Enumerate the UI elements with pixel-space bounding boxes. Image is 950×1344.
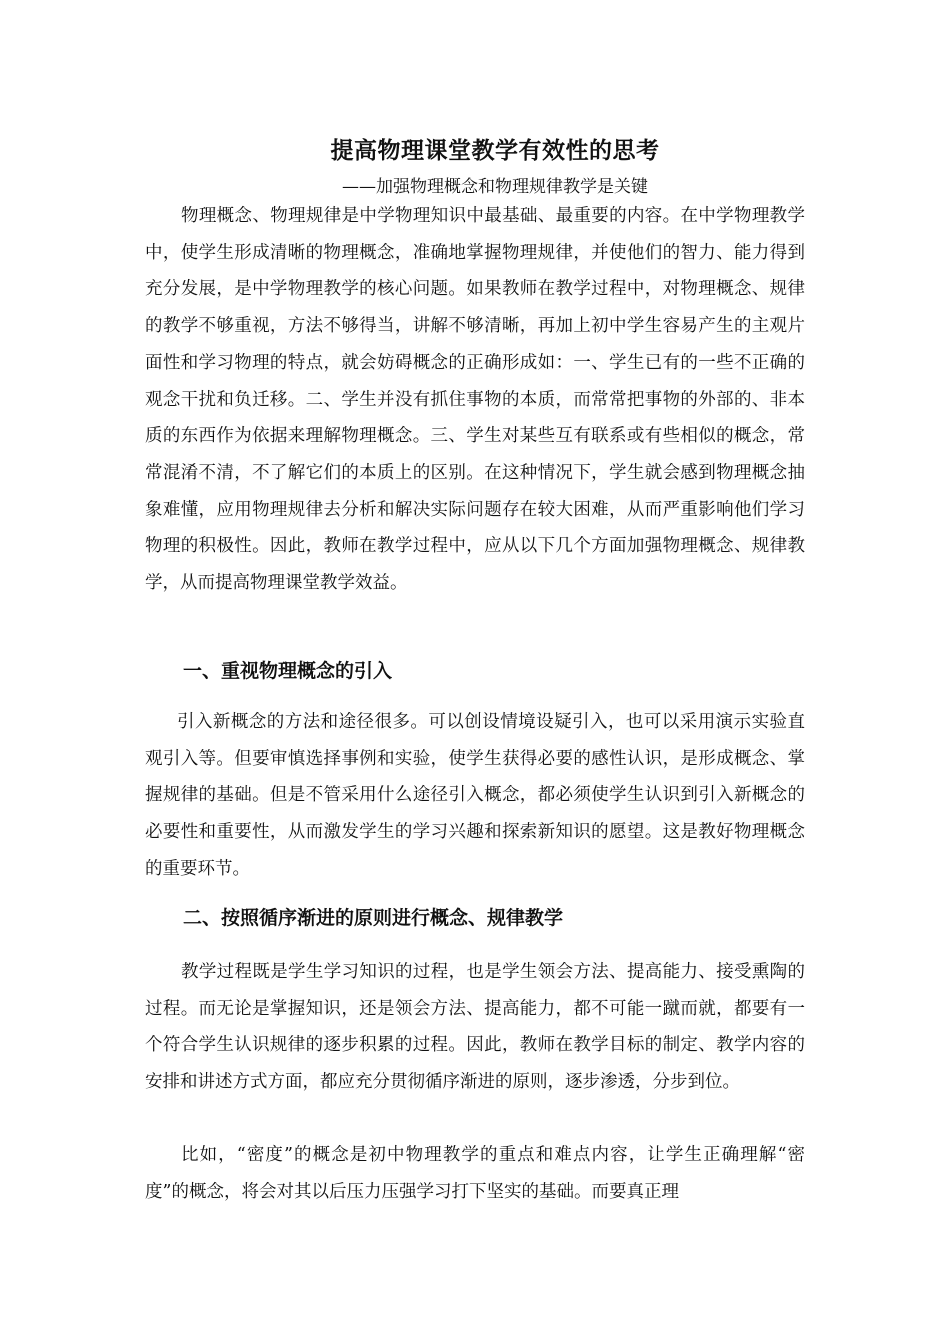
intro-paragraph: 物理概念、物理规律是中学物理知识中最基础、最重要的内容。在中学物理教学中，使学生形成清晰的物理概念，准确地掌握物理规律，并使他们的智力、能力得到充分发展，是中学物理教学的核心问题。如果教师在教学过程中，对物理概念、规律的教学不够重视，方法不够得当，讲解不够清晰，再加上初中学生容易产生的主观片面性和学习物理的特点，就会妨碍概念的正确形成如：一、学生已有的一些不正确的观念干扰和负迁移。二、学生并没有抓住事物的本质，而常常把事物的外部的、非本质的东西作为依据来理解物理概念。三、学生对某些互有联系或有些相似的概念，常常混淆不清，不了解它们的本质上的区别。在这种情况下，学生就会感到物理概念抽象难懂，应用物理规律去分析和解决实际问题存在较大困难，从而严重影响他们学习物理的积极性。因此，教师在教学过程中，应从以下几个方面加强物理概念、规律教学，从而提高物理课堂教学效益。 — [145, 206, 805, 594]
section-2-paragraph-2: 比如，“密度”的概念是初中物理教学的重点和难点内容，让学生正确理解“密度”的概念，将会对其以后压力压强学习打下坚实的基础。而要真正理 — [145, 1145, 805, 1202]
document-title: 提高物理课堂教学有效性的思考 — [330, 138, 660, 164]
section-heading-1: 一、重视物理概念的引入 — [183, 660, 393, 682]
section-heading-2: 二、按照循序渐进的原则进行概念、规律教学 — [183, 907, 564, 929]
section-2-paragraph-1: 教学过程既是学生学习知识的过程，也是学生领会方法、提高能力、接受熏陶的过程。而无论是掌握知识，还是领会方法、提高能力，都不可能一蹴而就，都要有一个符合学生认识规律的逐步积累的过程。因此，教师在教学目标的制定、教学内容的安排和讲述方式方面，都应充分贯彻循序渐进的原则，逐步渗透，分步到位。 — [145, 962, 805, 1093]
section-1-paragraph: 引入新概念的方法和途径很多。可以创设情境设疑引入，也可以采用演示实验直观引入等。但要审慎选择事例和实验，使学生获得必要的感性认识，是形成概念、掌握规律的基础。但是不管采用什么途径引入概念，都必须使学生认识到引入新概念的必要性和重要性，从而激发学生的学习兴趣和探索新知识的愿望。这是教好物理概念的重要环节。 — [145, 712, 805, 879]
document-subtitle: ——加强物理概念和物理规律教学是关键 — [342, 177, 648, 197]
